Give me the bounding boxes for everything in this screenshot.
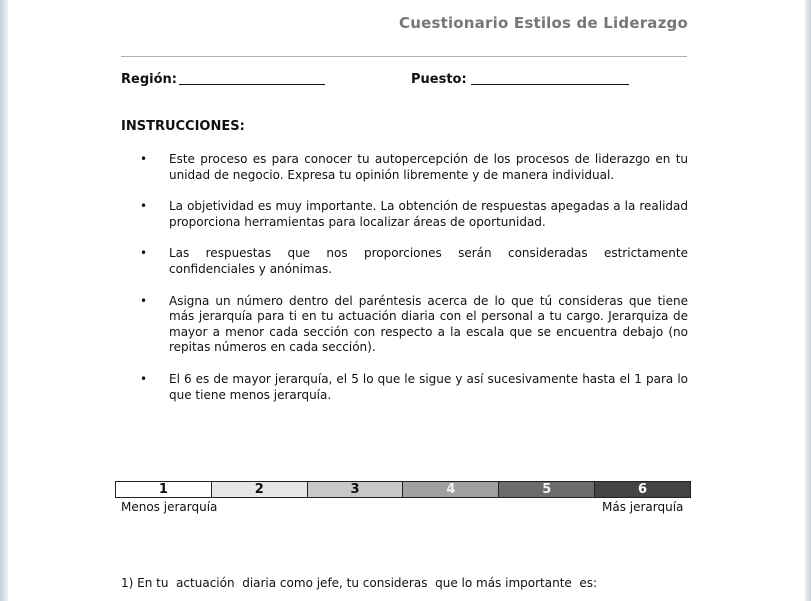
scale-cell-5: 5 xyxy=(498,482,594,497)
bullet-icon: • xyxy=(140,246,148,261)
scale-cell-3: 3 xyxy=(307,482,403,497)
page-left-edge xyxy=(0,0,8,601)
instructions-heading: INSTRUCCIONES: xyxy=(121,119,245,134)
instruction-text: Este proceso es para conocer tu autopercepción de los procesos de liderazgo en tu unidad de negocio. Expresa tu opinión libremente y de manera individual. xyxy=(169,152,688,182)
instruction-item xyxy=(140,246,688,277)
question-1: 1) En tu actuación diaria como jefe, tu consideras que lo más importante es: xyxy=(121,576,598,590)
scale-cell-4: 4 xyxy=(402,482,498,497)
instruction-text: La objetividad es muy importante. La obtención de respuestas apegadas a la realidad proporciona herramientas para localizar áreas de oportunidad. xyxy=(169,199,688,229)
scale-cell-6: 6 xyxy=(594,482,690,497)
instruction-item xyxy=(140,294,688,356)
header-divider xyxy=(121,56,687,57)
instructions-list xyxy=(140,152,688,419)
region-blank-line[interactable] xyxy=(179,70,325,85)
bullet-icon: • xyxy=(140,152,148,166)
bullet-icon: • xyxy=(140,371,148,386)
bullet-icon: • xyxy=(140,293,148,308)
scale-low-label: Menos jerarquía xyxy=(121,500,218,514)
instruction-item xyxy=(140,199,688,230)
scale-cell-1: 1 xyxy=(116,482,211,497)
instruction-item xyxy=(140,152,688,183)
instruction-text: Asigna un número dentro del paréntesis acerca de lo que tú consideras que tiene más jerarquía para ti en tu actuación diaria con el personal a tu cargo. Jerarquiza de mayor a menor cada sección con respecto a la escala que se encuentra debajo (no repitas números en cada sección). xyxy=(169,293,688,355)
page-right-edge xyxy=(805,0,811,601)
region-field xyxy=(121,70,325,87)
document-header-title: Cuestionario Estilos de Liderazgo xyxy=(399,14,688,32)
hierarchy-scale xyxy=(115,481,691,498)
puesto-field xyxy=(411,70,629,87)
bullet-icon: • xyxy=(140,199,148,214)
region-label: Región: xyxy=(121,72,177,87)
instruction-item xyxy=(140,372,688,403)
instruction-text: Las respuestas que nos proporciones serán consideradas estrictamente confidenciales y anónimas. xyxy=(169,246,688,276)
instruction-text: El 6 es de mayor jerarquía, el 5 lo que le sigue y así sucesivamente hasta el 1 para lo que tiene menos jerarquía. xyxy=(169,371,688,402)
puesto-blank-line[interactable] xyxy=(471,70,629,85)
scale-cell-2: 2 xyxy=(211,482,307,497)
scale-high-label: Más jerarquía xyxy=(602,500,684,514)
puesto-label: Puesto: xyxy=(411,72,467,87)
